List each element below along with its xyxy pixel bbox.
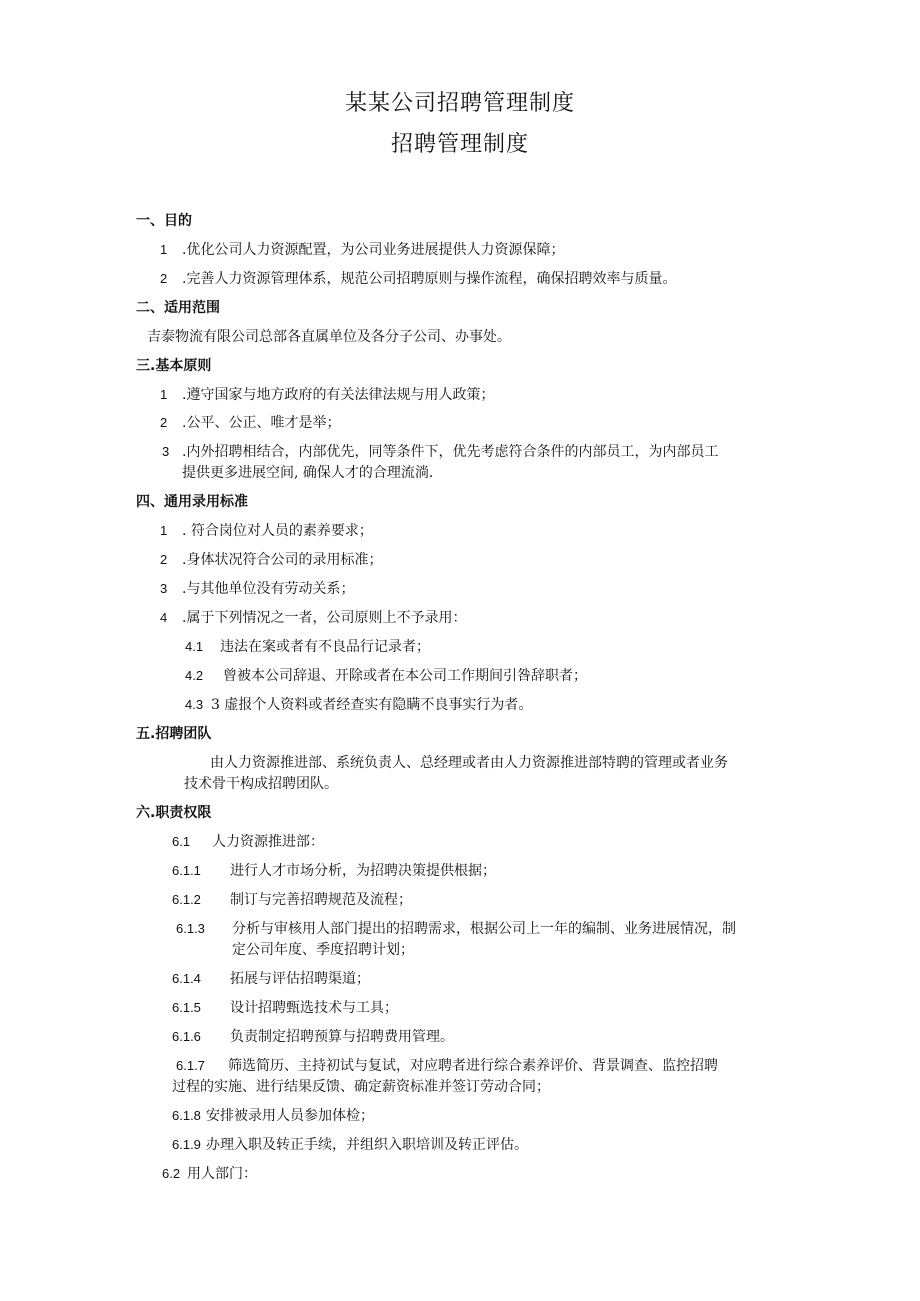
item-text: .优化公司人力资源配置，为公司业务进展提供人力资源保障；: [182, 242, 565, 258]
section-heading-scope: 二、适用范围: [136, 300, 220, 316]
sub-list-item: [172, 1134, 528, 1154]
item-number: 1: [160, 242, 168, 257]
item-number: 4: [160, 610, 168, 625]
item-number: 6.1.1: [172, 863, 201, 878]
section-heading-principles: 三.基本原则: [136, 358, 212, 374]
section-heading-responsibilities: 六.职责权限: [136, 805, 212, 821]
item-number: 1: [160, 523, 168, 538]
item-text: .身体状况符合公司的录用标准；: [182, 552, 383, 568]
list-item: [160, 239, 564, 259]
paragraph-continued: 技术骨干构成招聘团队。: [184, 776, 338, 792]
item-text-continued: 定公司年度、季度招聘计划；: [232, 942, 414, 958]
sub-list-item: [172, 889, 412, 909]
sub-list-item: [176, 918, 736, 938]
item-number: 6.1: [172, 834, 191, 849]
list-item: [160, 412, 340, 432]
item-number: 4.3: [185, 697, 204, 712]
item-number: 4.2: [185, 668, 204, 683]
list-item: [160, 520, 373, 540]
item-number: 3: [160, 581, 168, 596]
sub-list-item: [172, 831, 324, 851]
list-item: [160, 268, 676, 288]
section-heading-standards: 四、通用录用标准: [136, 494, 248, 510]
item-number: 3: [162, 444, 170, 459]
item-text-continued: 提供更多进展空间, 确保人才的合理流淌.: [182, 465, 434, 481]
list-item: [160, 607, 466, 627]
item-text: .与其他单位没有劳动关系；: [182, 581, 355, 597]
item-number: 6.1.4: [172, 971, 201, 986]
item-text: 制订与完善招聘规范及流程；: [230, 892, 412, 908]
item-number: 6.1.8: [172, 1108, 201, 1123]
item-number: 6.1.5: [172, 1000, 201, 1015]
item-number: 4.1: [185, 639, 204, 654]
item-text: .遵守国家与地方政府的有关法律法规与用人政策；: [182, 387, 495, 403]
item-number: 6.1.3: [176, 921, 205, 936]
sub-list-item: [172, 997, 398, 1017]
item-text: 筛选简历、主持初试与复试，对应聘者进行综合素养评价、背景调查、监控招聘: [228, 1058, 718, 1074]
item-text: 进行人才市场分析，为招聘决策提供根据；: [230, 863, 496, 879]
sub-list-item: [172, 968, 370, 988]
item-text: 办理入职及转正手续，并组织入职培训及转正评估。: [206, 1137, 528, 1153]
sub-list-item: [185, 636, 430, 656]
sub-list-item: [185, 665, 587, 685]
sub-list-item: [172, 860, 496, 880]
paragraph: 吉泰物流有限公司总部各直属单位及各分子公司、办事处。: [147, 329, 511, 345]
item-text: 设计招聘甄选技术与工具；: [230, 1000, 398, 1016]
item-number: 2: [160, 415, 168, 430]
sub-list-item: [185, 694, 532, 714]
item-number: 6.1.9: [172, 1137, 201, 1152]
document-title: 某某公司招聘管理制度: [344, 91, 575, 116]
item-text: 安排被录用人员参加体检；: [206, 1108, 374, 1124]
item-number: 6.2: [162, 1166, 181, 1181]
section-heading-purpose: 一、目的: [136, 213, 192, 229]
item-text: . 符合岗位对人员的素养要求；: [182, 523, 373, 539]
item-number: 1: [160, 387, 168, 402]
item-text: 分析与审核用人部门提出的招聘需求，根据公司上一年的编制、业务进展情况，制: [232, 921, 736, 937]
item-text: 人力资源推进部：: [212, 834, 324, 850]
item-text: 曾被本公司辞退、开除或者在本公司工作期间引咎辞职者；: [223, 668, 587, 684]
sub-list-item: [162, 1163, 257, 1183]
sub-list-item: [176, 1055, 718, 1075]
list-item: [160, 384, 494, 404]
list-item: [160, 549, 382, 569]
item-text: .完善人力资源管理体系，规范公司招聘原则与操作流程，确保招聘效率与质量。: [182, 271, 677, 287]
item-number: 6.1.7: [176, 1058, 205, 1073]
item-number: 6.1.6: [172, 1029, 201, 1044]
item-text: 负责制定招聘预算与招聘费用管理。: [230, 1029, 454, 1045]
item-text: .属于下列情况之一者，公司原则上不予录用：: [182, 610, 467, 626]
item-text: 3 虚报个人资料或者经查实有隐瞒不良事实行为者。: [211, 697, 533, 713]
item-number: 2: [160, 271, 168, 286]
item-text: 违法在案或者有不良品行记录者；: [220, 639, 430, 655]
item-text: .公平、公正、唯才是举；: [182, 415, 341, 431]
sub-list-item: [172, 1105, 374, 1125]
item-number: 2: [160, 552, 168, 567]
section-heading-team: 五.招聘团队: [136, 726, 212, 742]
item-number: 6.1.2: [172, 892, 201, 907]
list-item: [162, 441, 718, 461]
item-text: 用人部门：: [187, 1166, 257, 1182]
document-subtitle: 招聘管理制度: [390, 132, 529, 157]
item-text: .内外招聘相结合，内部优先，同等条件下，优先考虑符合条件的内部员工，为内部员工: [182, 444, 719, 460]
item-text: 拓展与评估招聘渠道；: [230, 971, 370, 987]
list-item: [160, 578, 354, 598]
sub-list-item: [172, 1026, 454, 1046]
paragraph: 由人力资源推进部、系统负责人、总经理或者由人力资源推进部特聘的管理或者业务: [210, 755, 728, 771]
item-text-continued: 过程的实施、进行结果反馈、确定薪资标准并签订劳动合同；: [172, 1079, 550, 1095]
